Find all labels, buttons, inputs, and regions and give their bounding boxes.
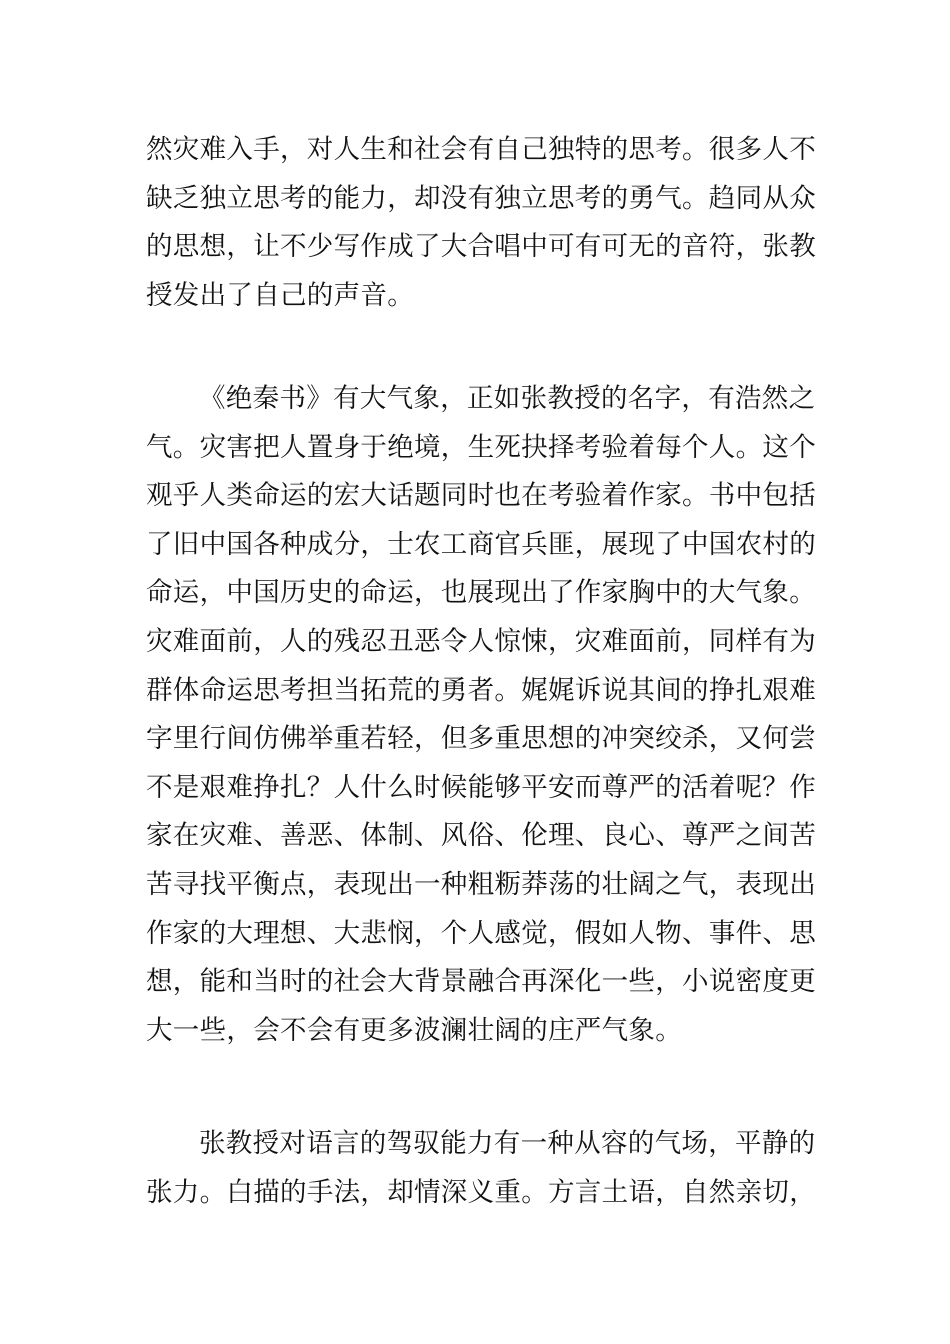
text-line: 《绝秦书》有大气象，正如张教授的名字，有浩然之	[199, 383, 816, 414]
text-line: 了旧中国各种成分，士农工商官兵匪，展现了中国农村的	[146, 528, 816, 560]
text-line: 气。灾害把人置身于绝境，生死抉择考验着每个人。这个	[146, 431, 816, 463]
text-line: 字里行间仿佛举重若轻，但多重思想的冲突绞杀，又何尝	[146, 723, 816, 755]
text-line: 大一些，会不会有更多波澜壮阔的庄严气象。	[146, 1014, 682, 1046]
text-line: 苦寻找平衡点，表现出一种粗粝莽荡的壮阔之气，表现出	[146, 868, 816, 900]
text-line: 张力。白描的手法，却情深义重。方言土语，自然亲切，	[146, 1176, 816, 1208]
text-line: 命运，中国历史的命运，也展现出了作家胸中的大气象。	[146, 577, 816, 609]
text-line: 不是艰难挣扎？人什么时候能够平安而尊严的活着呢？作	[146, 771, 816, 803]
text-line: 群体命运思考担当拓荒的勇者。娓娓诉说其间的挣扎艰难	[146, 674, 816, 706]
text-line: 家在灾难、善恶、体制、风俗、伦理、良心、尊严之间苦	[146, 820, 816, 852]
text-line: 张教授对语言的驾驭能力有一种从容的气场，平静的	[199, 1128, 816, 1159]
paragraph-3	[146, 1120, 816, 1217]
text-line: 观乎人类命运的宏大话题同时也在考验着作家。书中包括	[146, 480, 816, 512]
text-line: 灾难面前，人的残忍丑恶令人惊悚，灾难面前，同样有为	[146, 625, 816, 657]
text-line: 缺乏独立思考的能力，却没有独立思考的勇气。趋同从众	[146, 182, 816, 214]
paragraph-1	[146, 126, 816, 320]
text-line: 授发出了自己的声音。	[146, 279, 414, 311]
paragraph-2	[146, 375, 816, 1055]
text-line: 的思想，让不少写作成了大合唱中可有可无的音符，张教	[146, 231, 816, 263]
text-line: 想，能和当时的社会大背景融合再深化一些，小说密度更	[146, 966, 816, 998]
text-line: 然灾难入手，对人生和社会有自己独特的思考。很多人不	[146, 134, 816, 165]
text-line: 作家的大理想、大悲悯，个人感觉，假如人物、事件、思	[146, 917, 816, 949]
